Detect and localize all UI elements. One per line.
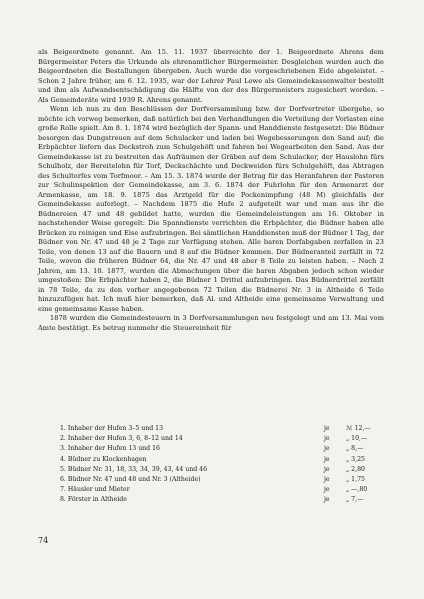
row-label: 7. Häusler und Mieter bbox=[60, 486, 130, 494]
table-row bbox=[60, 455, 380, 465]
paragraph: 1878 wurden die Gemeindesteuern in 3 Dorfversammlungen neu festgelegt und am 13. Mai vom Amte bestätigt. Es betrug nunmehr die Steuereinheit für bbox=[38, 314, 384, 332]
row-value: „ 10,— bbox=[346, 435, 368, 443]
row-value: „ —,80 bbox=[346, 486, 368, 494]
table-row bbox=[60, 424, 380, 434]
row-per: je bbox=[324, 486, 330, 494]
row-per: je bbox=[324, 496, 330, 504]
row-per: je bbox=[324, 435, 330, 443]
row-value: „ 7,— bbox=[346, 496, 364, 504]
row-value: „ 2,80 bbox=[346, 465, 365, 473]
row-label: 1. Inhaber der Hufen 3–5 und 13 bbox=[60, 425, 164, 432]
tax-table bbox=[60, 424, 380, 506]
row-value: ℳ 12,— bbox=[346, 425, 371, 432]
row-label: 5. Büdner Nr. 31, 18, 33, 34, 39, 43, 44 und 46 bbox=[60, 465, 208, 473]
row-per: je bbox=[324, 475, 330, 483]
row-label: 8. Förster in Altheide bbox=[60, 496, 127, 504]
row-label: 4. Büdner zu Klockenhagen bbox=[60, 455, 147, 463]
table-row bbox=[60, 434, 380, 444]
page-number: 74 bbox=[38, 536, 49, 545]
row-per: je bbox=[324, 425, 330, 432]
paragraph: Wenn ich nun zu den Beschlüssen der Dorfversammlung bzw. der Dorfvertreter übergehe, so möchte ich vorweg bemerken, daß natürlich bei den Verhandlungen die Verteilung der Vorlasten eine große Rolle spielt. Am 8. 1. 1874 wird bezüglich der Spann- und Handdienste festgesetzt: Die Büdner besorgen das Dungstreuen auf dem Schulacker und laden bei Wegebesserungen den Sand auf; die Erbpächter liefern das Deckstroh zum Schulgehöft und fahren bei Wegearbeiten den Sand. Aus der Gemeindekasse ist zu bestreiten das Aufräumen der Gräben auf dem Schulacker, der Hauslohn fürs Schulholz, der Bereitelohn für Torf, Deckschächte und Deckweiden fürs Schulgehöft, das Abtragen des Schultorfes vom Torfmoor. – Am 15. 3. 1874 wurde der Betrag für das Heranfahren der Pastoren zur Schulinspektion der Gemeindekasse, am 3. 6. 1874 der Fuhrlohn für den Armenarzt der Armenkasse, am 18. 9. 1875 das Arztgeld für die Pockenimpfung (48 M) gleichfalls der Gemeindekasse auferlegt. – Nachdem 1875 die Hufe 2 aufgeteilt war und man aus ihr die Büdnereien 47 und 48 gebildet hatte, wurden die Gemeindeleistungen am 16. Oktober in nachstehender Weise geregelt: Die Spanndienste verrichten die Erbpächter, die Büdner haben alle Brücken zu reinigen und Eise aufzubringen. Bei sämtlichen Handdiensten muß der Büdner 1 Tag, der Büdner von Nr. 47 und 48 je 2 Tage zur Verfügung stehen. Alle baren Dorfabgaben zerfallen in 23 Teile, von denen 13 auf die Bauern und 8 auf die Büdner kommen. Der Büdneranteil zerfällt in 72 Teile, wovon die früheren Büdner 64, die Nr. 47 und 48 aber 8 Teile zu leisten haben. – Nach 2 Jahren, am 13. 10. 1877, wurden die Abmachungen über die baren Abgaben jedoch schon wieder umgestoßen: Die Erbpächter haben 2, die Büdner 1 Drittel aufzubringen. Das Büdnerdrittel zerfällt in 78 Teile, da zu den vorher angegebenen 72 Teilen die Büdnerei Nr. 3 in Altheide 6 Teile hinzuzufügen hat. Ich muß hier bemerken, daß Al. und Altheide eine gemeinsame Verwaltung und eine gemeinsame Kasse haben. bbox=[38, 105, 384, 313]
paragraph: als Beigeordnete genannt. Am 15. 11. 1937 überreichte der 1. Beigeordnete Ahrens dem Bürgermeister Peters die Urkunde als ehrenamtlicher Bürgermeister. Desgleichen wurden auch die Beigeordneten die Bestallungen übergeben. Auch wurde die vorgeschriebenen Eide abgeleistet. – Schon 2 Jahre früher, am 6. 12. 1935, war der Lehrer Paul Lowe als Gemeindekassenwalter bestellt und ihm als Aufwandsentschädigung die Hälfte von der des Bürgermeisters zugesichert worden. – Als Gemeinderäte wird 1939 R. Ahrens genannt. bbox=[38, 48, 384, 104]
table-row bbox=[60, 465, 380, 475]
table-row bbox=[60, 495, 380, 505]
body-text bbox=[38, 48, 384, 333]
table-row bbox=[60, 444, 380, 454]
row-per: je bbox=[324, 445, 330, 453]
row-value: „ 8,— bbox=[346, 445, 364, 453]
row-label: 3. Inhaber der Hufen 13 und 16 bbox=[60, 445, 160, 453]
row-value: „ 3,25 bbox=[346, 455, 365, 463]
row-per: je bbox=[324, 455, 330, 463]
row-per: je bbox=[324, 465, 330, 473]
row-value: „ 1,75 bbox=[346, 475, 365, 483]
table-row bbox=[60, 485, 380, 495]
row-label: 6. Büdner Nr. 47 und 48 und Nr. 3 (Altheide) bbox=[60, 475, 201, 483]
row-label: 2. Inhaber der Hufen 3, 6, 8–12 und 14 bbox=[60, 435, 183, 443]
table-row bbox=[60, 475, 380, 485]
